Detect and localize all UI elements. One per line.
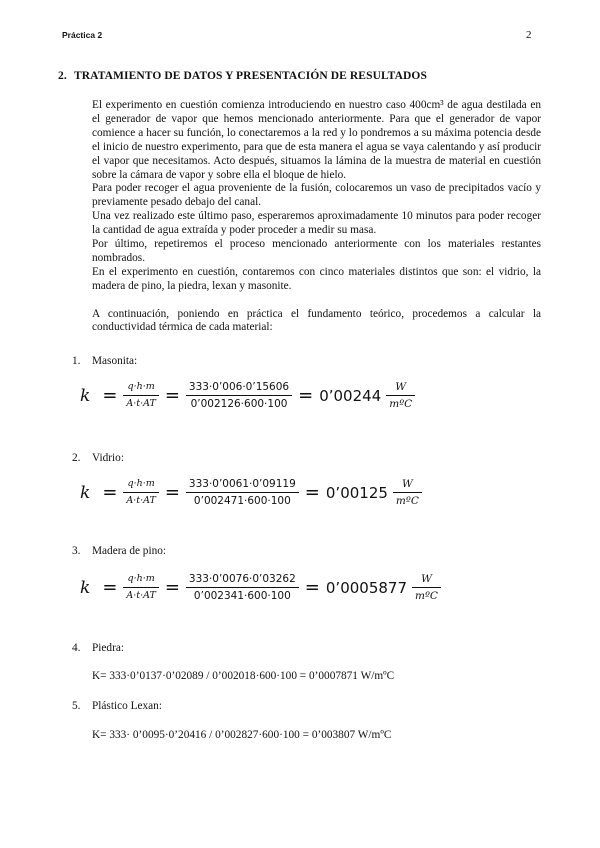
list-item-masonita: 1. Masonita: bbox=[72, 355, 138, 367]
equation-piedra: K= 333·0’0137·0’02089 / 0’002018·600·100 = 0’0007871 W/mºC bbox=[92, 670, 395, 682]
result-value: 0’00244 bbox=[319, 386, 382, 405]
list-item-vidrio: 2. Vidrio: bbox=[72, 452, 124, 464]
k-symbol: k bbox=[80, 385, 91, 406]
paragraph: Por último, repetiremos el proceso mencionado anteriormente con los materiales restantes nombrados. bbox=[92, 238, 541, 264]
result-value: 0’0005877 bbox=[325, 578, 408, 597]
list-item-piedra: 4. Piedra: bbox=[72, 642, 124, 654]
paragraph: Una vez realizado este último paso, esperaremos aproximadamente 10 minutos para poder recoger la cantidad de agua extraída y poder proceder a medir su masa. bbox=[92, 210, 541, 237]
paragraph: A continuación, poniendo en práctica el fundamento teórico, procedemos a calcular la conductividad térmica de cada material: bbox=[92, 307, 541, 334]
equation-plastico-lexan: K= 333· 0’0095·0’20416 / 0’002827·600·100 = 0’003807 W/mºC bbox=[92, 729, 392, 741]
paragraph: Para poder recoger el agua proveniente de la fusión, colocaremos un vaso de precipitados vacío y previamente pesado debajo del canal. bbox=[92, 182, 541, 209]
equation-masonita: k = $\frac{q\cdot h\cdot m}{A\cdot t\cdot AT}$ = $\frac{333\cdot 0’006\cdot 0’15606}{0’002126\cdot 600\cdot 100}$ = 0’00244 $\frac{W}{\text{mºC}}$ bbox=[80, 380, 415, 411]
header-title: Práctica 2 bbox=[62, 30, 103, 40]
paragraph-intro: El experimento en cuestión comienza introduciendo en nuestro caso 400cm³ de agua destilada en el generador de vapor que hemos mencionado anteriormente. Para que el generador de vapor comience a hacer su función, lo conectaremos a la red y lo pondremos a su máxima potencia desde el inicio de nuestro experimento, para que de esta manera el agua se vaya calentando y así producir el vapor que necesitamos. Acto después, situamos la lámina de la muestra de material en cuestión sobre la cámara de vapor y sobre ella el bloque de hielo. bbox=[92, 99, 541, 181]
result-value: 0’00125 bbox=[325, 483, 388, 502]
section-title-text: TRATAMIENTO DE DATOS Y PRESENTACIÓN DE RESULTADOS bbox=[74, 70, 427, 82]
section-number: 2. bbox=[58, 70, 67, 82]
list-item-plastico-lexan: 5. Plástico Lexan: bbox=[72, 700, 162, 712]
body-text bbox=[92, 99, 541, 335]
list-item-madera-de-pino: 3. Madera de pino: bbox=[72, 545, 167, 557]
equation-madera-de-pino: k = $\frac{q\cdot h\cdot m}{A\cdot t\cdot AT}$ = $\frac{333\cdot 0’0076\cdot 0’03262}{0’002341\cdot 600\cdot 100}$ = 0’0005877 $\frac{W}{\text{mºC}}$ bbox=[80, 572, 441, 603]
section-title bbox=[58, 70, 427, 82]
paragraph: En el experimento en cuestión, contaremos con cinco materiales distintos que son: el vidrio, la madera de pino, la piedra, lexan y masonite. bbox=[92, 265, 541, 292]
equation-vidrio: k = $\frac{q\cdot h\cdot m}{A\cdot t\cdot AT}$ = $\frac{333\cdot 0’0061\cdot 0’09119}{0’002471\cdot 600\cdot 100}$ = 0’00125 $\frac{W}{\text{mºC}}$ bbox=[80, 477, 422, 508]
page-number: 2 bbox=[526, 29, 532, 41]
